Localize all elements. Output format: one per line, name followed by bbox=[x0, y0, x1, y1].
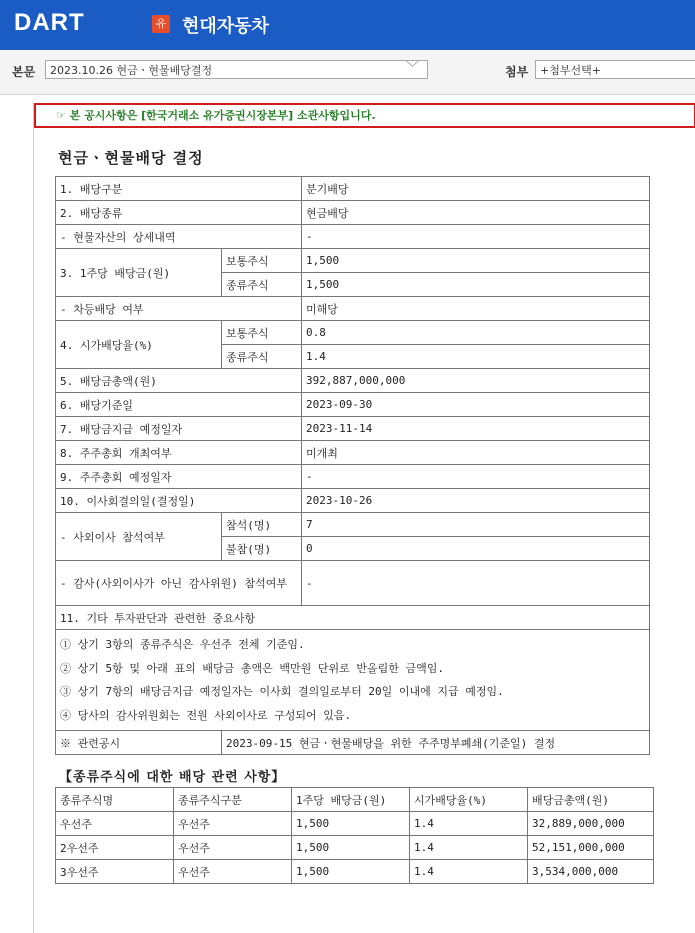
cell: 1.4 bbox=[410, 812, 528, 836]
column-header: 1주당 배당금(원) bbox=[292, 788, 410, 812]
table-row bbox=[56, 836, 654, 860]
row-value: - bbox=[302, 225, 650, 249]
row-label: - 감사(사외이사가 아닌 감사위원) 참석여부 bbox=[56, 561, 302, 606]
row-label: - 사외이사 참석여부 bbox=[56, 513, 222, 561]
note-line: ② 상기 5항 및 아래 표의 배당금 총액은 백만원 단위로 반올림한 금액임. bbox=[60, 661, 444, 675]
cell: 1,500 bbox=[292, 836, 410, 860]
attach-select[interactable] bbox=[535, 60, 695, 79]
section-title: 【종류주식에 대한 배당 관련 사항】 bbox=[59, 770, 286, 785]
table-row bbox=[56, 606, 650, 630]
cell: 1.4 bbox=[410, 836, 528, 860]
note-line: ④ 당사의 감사위원회는 전원 사외이사로 구성되어 있음. bbox=[60, 708, 352, 722]
table-header-row bbox=[56, 788, 654, 812]
row-value: - bbox=[302, 561, 650, 606]
class-share-dividend-table bbox=[55, 787, 654, 884]
row-label: ※ 관련공시 bbox=[56, 731, 222, 755]
row-label: 10. 이사회결의일(결정일) bbox=[56, 489, 302, 513]
table-row bbox=[56, 297, 650, 321]
column-header: 종류주식구분 bbox=[174, 788, 292, 812]
table-row bbox=[56, 812, 654, 836]
chevron-down-icon: ﹀ bbox=[405, 61, 419, 76]
cell: 32,889,000,000 bbox=[528, 812, 654, 836]
row-label: 7. 배당금지급 예정일자 bbox=[56, 417, 302, 441]
table-row bbox=[56, 225, 650, 249]
cell: 1,500 bbox=[292, 860, 410, 884]
cell: 2우선주 bbox=[56, 836, 174, 860]
body-select-value: 2023.10.26 현금ㆍ현물배당결정 bbox=[50, 64, 213, 77]
body-select[interactable] bbox=[45, 60, 428, 79]
document-content bbox=[33, 103, 695, 933]
table-row bbox=[56, 465, 650, 489]
table-row bbox=[56, 513, 650, 537]
cell: 우선주 bbox=[174, 812, 292, 836]
row-label: 11. 기타 투자판단과 관련한 중요사항 bbox=[56, 606, 650, 630]
company-name: 현대자동차 bbox=[182, 16, 269, 37]
table-row bbox=[56, 441, 650, 465]
row-sublabel: 보통주식 bbox=[222, 321, 302, 345]
related-disclosure-link[interactable]: 2023-09-15 현금ㆍ현물배당을 위한 주주명부폐쇄(기준일) 결정 bbox=[222, 731, 650, 755]
table-row bbox=[56, 630, 650, 731]
table-row bbox=[56, 201, 650, 225]
cell: 3우선주 bbox=[56, 860, 174, 884]
table-row bbox=[56, 369, 650, 393]
row-value: 1,500 bbox=[302, 273, 650, 297]
cell: 우선주 bbox=[174, 836, 292, 860]
column-header: 시가배당율(%) bbox=[410, 788, 528, 812]
document-selector-bar bbox=[0, 50, 695, 95]
cell: 1,500 bbox=[292, 812, 410, 836]
row-sublabel: 종류주식 bbox=[222, 273, 302, 297]
cell: 3,534,000,000 bbox=[528, 860, 654, 884]
table-row bbox=[56, 561, 650, 606]
row-sublabel: 참석(명) bbox=[222, 513, 302, 537]
note-line: ③ 상기 7항의 배당금지급 예정일자는 이사회 결의일로부터 20일 이내에 지급 예정임. bbox=[60, 685, 504, 698]
dart-logo[interactable] bbox=[14, 9, 85, 37]
cell: 52,151,000,000 bbox=[528, 836, 654, 860]
row-label: 9. 주주총회 예정일자 bbox=[56, 465, 302, 489]
row-label: 4. 시가배당율(%) bbox=[56, 321, 222, 369]
row-label: 8. 주주총회 개최여부 bbox=[56, 441, 302, 465]
page-title: 현금ㆍ현물배당 결정 bbox=[58, 149, 204, 167]
row-value: 2023-10-26 bbox=[302, 489, 650, 513]
row-label: 6. 배당기준일 bbox=[56, 393, 302, 417]
top-header bbox=[0, 0, 695, 50]
row-value: 2023-11-14 bbox=[302, 417, 650, 441]
row-sublabel: 종류주식 bbox=[222, 345, 302, 369]
attach-select-value: +첨부선택+ bbox=[540, 64, 601, 77]
row-label: 5. 배당금총액(원) bbox=[56, 369, 302, 393]
row-sublabel: 불참(명) bbox=[222, 537, 302, 561]
row-value: 2023-09-30 bbox=[302, 393, 650, 417]
table-row bbox=[56, 860, 654, 884]
row-label: 3. 1주당 배당금(원) bbox=[56, 249, 222, 297]
row-value: 현금배당 bbox=[302, 201, 650, 225]
row-label: - 차등배당 여부 bbox=[56, 297, 302, 321]
row-value: 0 bbox=[302, 537, 650, 561]
row-value: 1,500 bbox=[302, 249, 650, 273]
cell: 1.4 bbox=[410, 860, 528, 884]
table-row bbox=[56, 249, 650, 273]
row-label: - 현물자산의 상세내역 bbox=[56, 225, 302, 249]
table-row bbox=[56, 731, 650, 755]
market-badge-icon: 유 bbox=[152, 15, 170, 33]
table-row bbox=[56, 177, 650, 201]
row-value: - bbox=[302, 465, 650, 489]
body-label: 본문 bbox=[12, 65, 36, 79]
row-value: 분기배당 bbox=[302, 177, 650, 201]
row-value: 7 bbox=[302, 513, 650, 537]
row-label: 2. 배당종류 bbox=[56, 201, 302, 225]
cell: 우선주 bbox=[174, 860, 292, 884]
column-header: 배당금총액(원) bbox=[528, 788, 654, 812]
table-row bbox=[56, 417, 650, 441]
table-row bbox=[56, 489, 650, 513]
attach-label: 첨부 bbox=[505, 65, 529, 79]
row-value: 1.4 bbox=[302, 345, 650, 369]
table-row bbox=[56, 393, 650, 417]
notes-cell bbox=[56, 630, 650, 731]
row-sublabel: 보통주식 bbox=[222, 249, 302, 273]
row-value: 0.8 bbox=[302, 321, 650, 345]
row-label: 1. 배당구분 bbox=[56, 177, 302, 201]
cell: 우선주 bbox=[56, 812, 174, 836]
dividend-decision-table bbox=[55, 176, 650, 755]
row-value: 미개최 bbox=[302, 441, 650, 465]
table-row bbox=[56, 321, 650, 345]
note-line: ① 상기 3항의 종류주식은 우선주 전체 기준임. bbox=[60, 638, 305, 651]
column-header: 종류주식명 bbox=[56, 788, 174, 812]
row-value: 392,887,000,000 bbox=[302, 369, 650, 393]
row-value: 미해당 bbox=[302, 297, 650, 321]
logo-text: DART bbox=[14, 9, 85, 36]
jurisdiction-notice: ☞ 본 공시사항은 [한국거래소 유가증권시장본부] 소관사항입니다. bbox=[34, 103, 695, 128]
